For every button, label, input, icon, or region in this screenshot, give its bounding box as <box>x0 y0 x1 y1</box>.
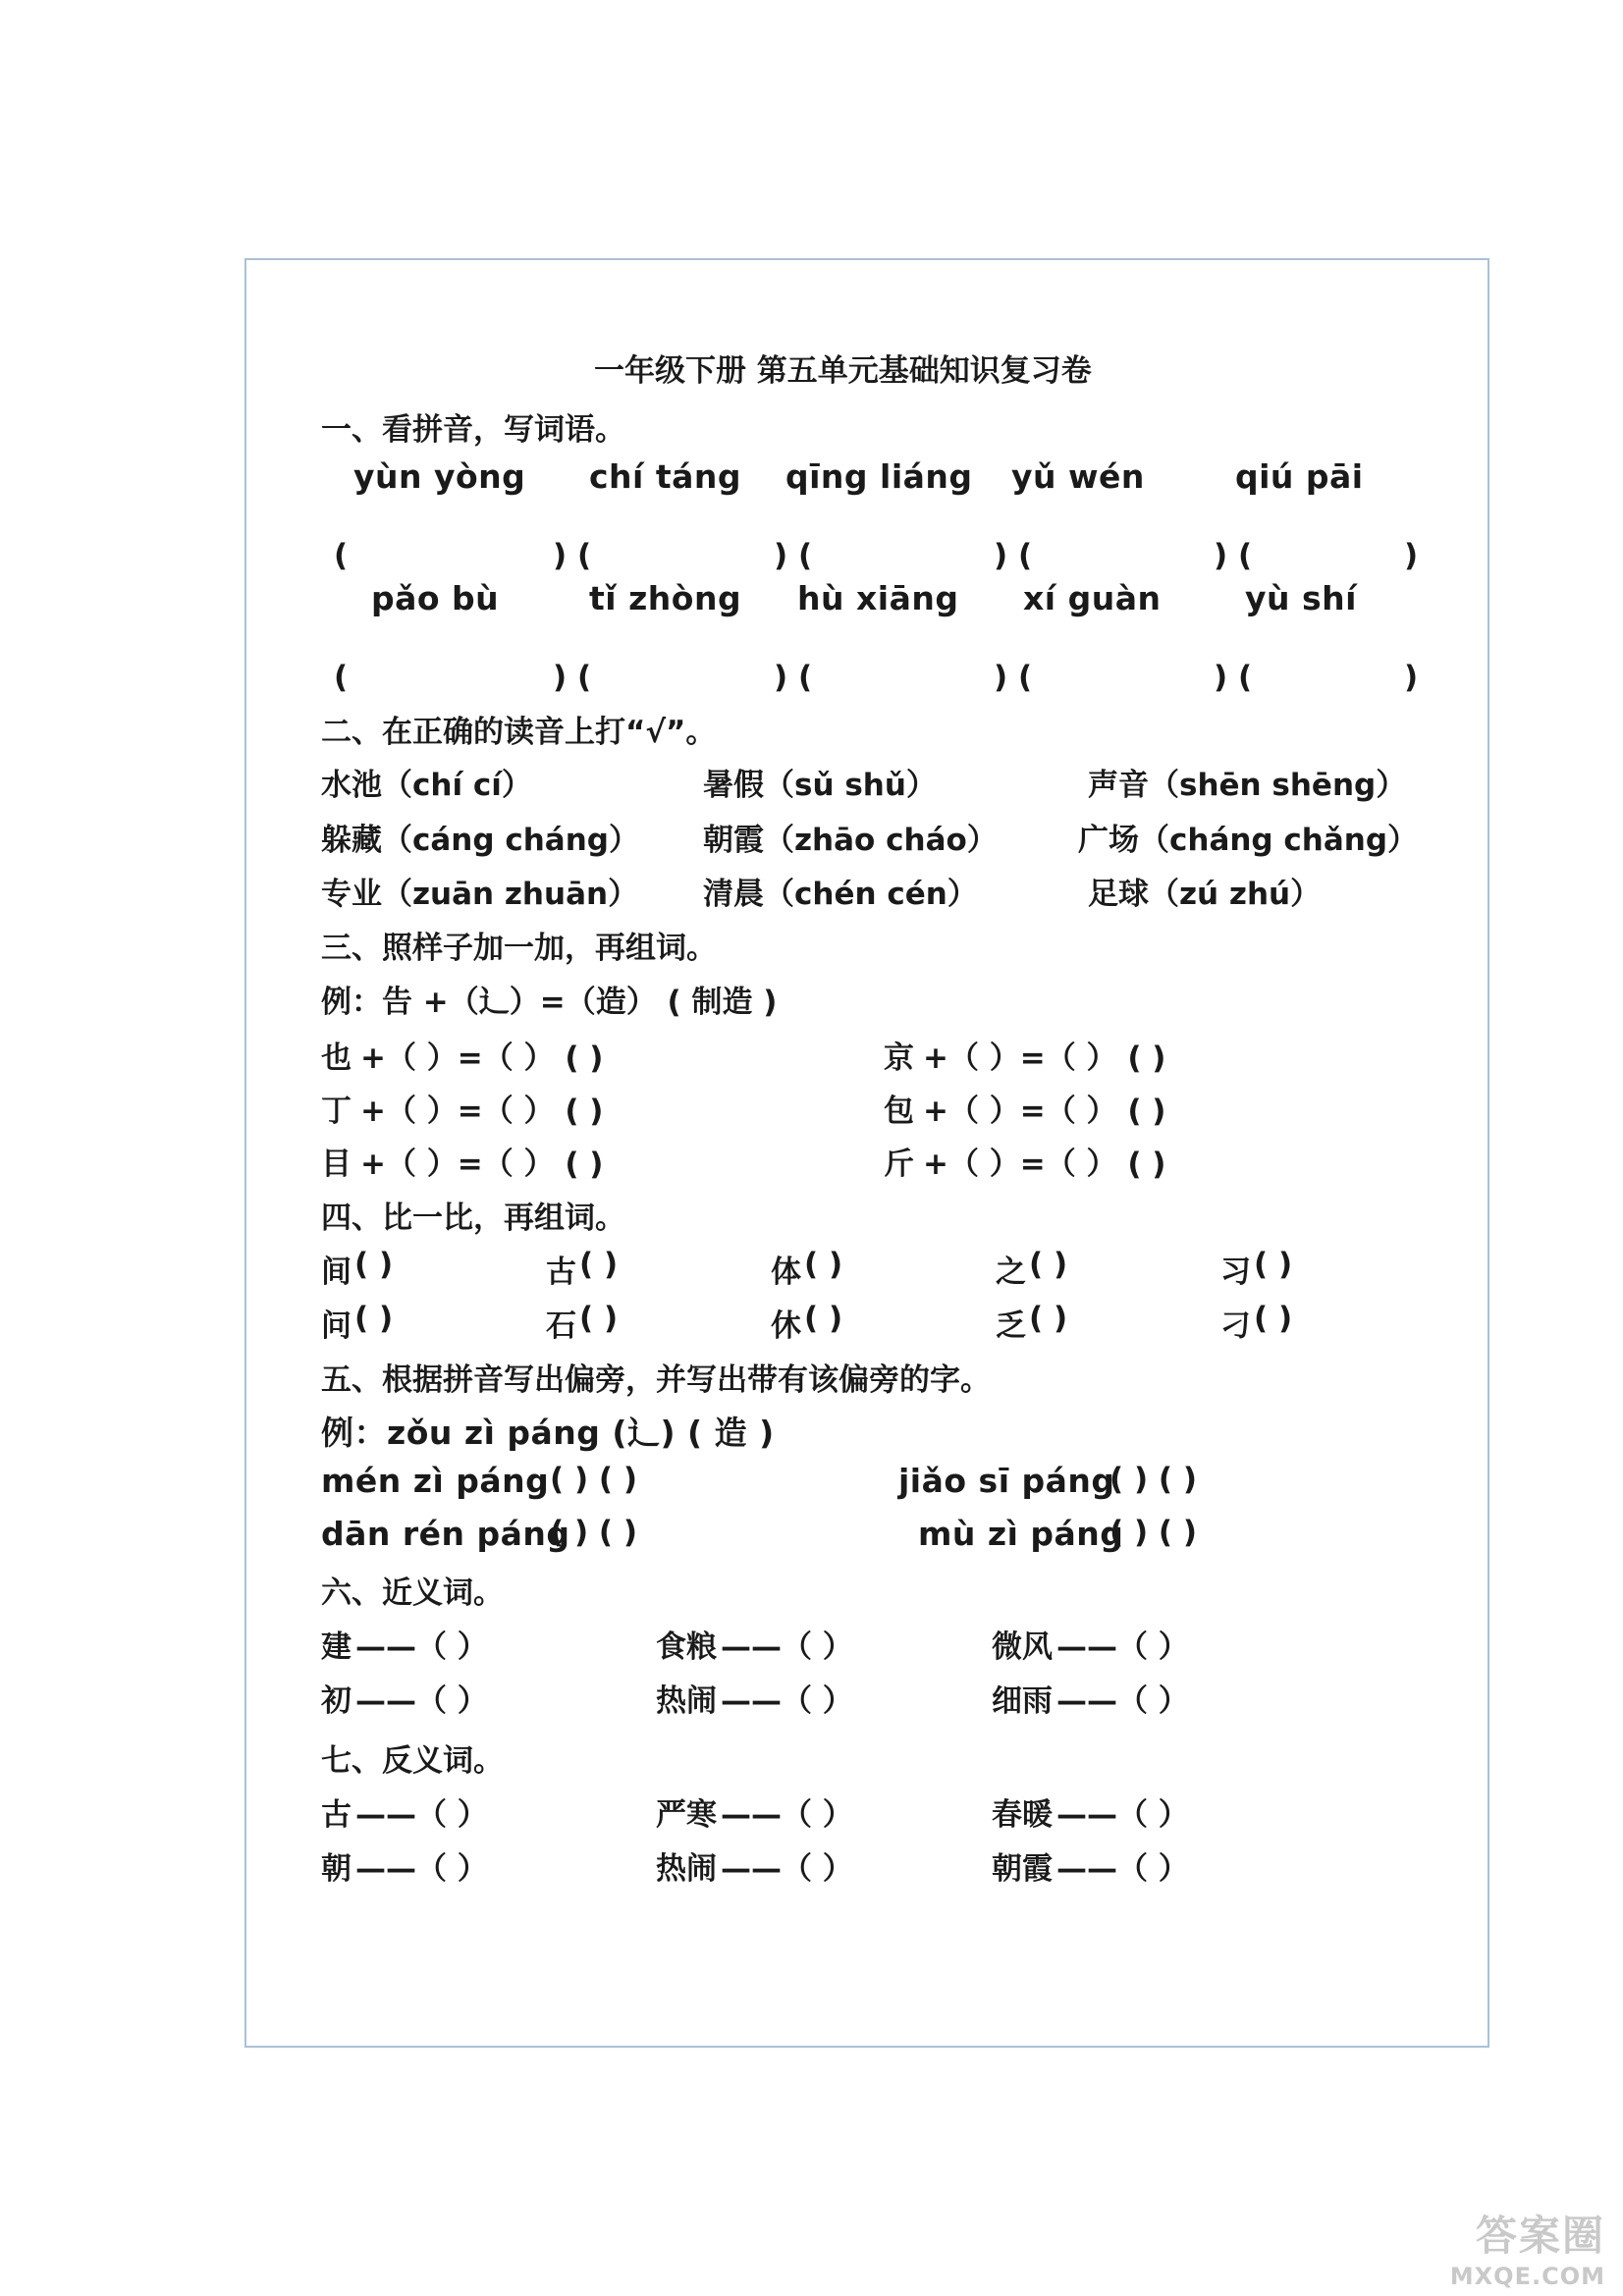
blank-parens: +（ ）=（ ） ( ) <box>360 1041 604 1076</box>
answer-paren: ) <box>1404 538 1419 573</box>
compare-character: 习 <box>1220 1255 1251 1290</box>
blank-parens: ( ) <box>354 1301 394 1336</box>
dash-blank: ——（ ） <box>721 1683 853 1719</box>
reading-choice: 躲藏（cáng cháng） <box>321 823 639 858</box>
dash-blank: ——（ ） <box>1056 1629 1189 1665</box>
dash-blank: ——（ ） <box>355 1797 488 1833</box>
pinyin-item: yù shí <box>1245 579 1357 617</box>
section-4-heading: 四、比一比，再组词。 <box>321 1201 625 1236</box>
blank-parens: ( ) <box>579 1301 619 1336</box>
radical-pinyin: mén zì páng <box>321 1462 550 1500</box>
dash-blank: ——（ ） <box>355 1683 488 1719</box>
compare-character: 休 <box>771 1308 801 1344</box>
word: 热闹 <box>656 1683 717 1719</box>
dash-blank: ——（ ） <box>1056 1683 1189 1719</box>
reading-choice: 声音（shēn shēng） <box>1088 768 1407 803</box>
dash-blank: ——（ ） <box>721 1851 853 1887</box>
answer-paren: ) ( <box>1214 660 1253 695</box>
compare-character: 石 <box>546 1308 576 1344</box>
reading-choice: 广场（cháng chǎng） <box>1078 823 1419 858</box>
reading-choice: 足球（zú zhú） <box>1088 877 1322 912</box>
blank-parens: ( ) ( ) <box>550 1462 638 1497</box>
radical-pinyin: jiǎo sī páng <box>898 1462 1115 1500</box>
blank-parens: +（ ）=（ ） ( ) <box>360 1147 604 1182</box>
answer-paren: ) ( <box>553 660 592 695</box>
blank-parens: +（ ）=（ ） ( ) <box>923 1041 1166 1076</box>
word: 热闹 <box>656 1851 717 1887</box>
reading-choice: 专业（zuān zhuān） <box>321 877 639 912</box>
section-2-heading: 二、在正确的读音上打“√”。 <box>321 715 717 750</box>
reading-choice: 水池（chí cí） <box>321 768 532 803</box>
blank-parens: +（ ）=（ ） ( ) <box>923 1147 1166 1182</box>
pinyin-item: hù xiāng <box>797 579 959 617</box>
compare-character: 之 <box>996 1255 1026 1290</box>
word: 朝 <box>321 1851 352 1887</box>
dash-blank: ——（ ） <box>355 1851 488 1887</box>
reading-choice: 朝霞（zhāo cháo） <box>703 823 998 858</box>
answer-paren: ) ( <box>994 538 1033 573</box>
word: 春暖 <box>992 1797 1053 1833</box>
section-3-heading: 三、照样子加一加，再组词。 <box>321 931 717 966</box>
blank-parens: ( ) <box>579 1247 619 1282</box>
answer-paren: ( <box>334 538 349 573</box>
pinyin-item: tǐ zhòng <box>589 579 742 617</box>
answer-paren: ) ( <box>553 538 592 573</box>
pinyin-item: qiú pāi <box>1235 457 1364 496</box>
base-character: 也 <box>321 1041 352 1076</box>
compare-character: 古 <box>546 1255 576 1290</box>
radical-pinyin: mù zì páng <box>918 1515 1124 1553</box>
base-character: 丁 <box>321 1094 352 1129</box>
blank-parens: ( ) ( ) <box>550 1515 638 1550</box>
section-5-heading: 五、根据拼音写出偏旁，并写出带有该偏旁的字。 <box>321 1362 991 1398</box>
pinyin-item: qīng liáng <box>785 457 973 496</box>
base-character: 京 <box>884 1041 914 1076</box>
page-title: 一年级下册 第五单元基础知识复习卷 <box>594 353 1092 389</box>
compare-character: 乏 <box>996 1308 1026 1344</box>
word: 食粮 <box>656 1629 717 1665</box>
section-1-heading: 一、看拼音，写词语。 <box>321 412 625 448</box>
pinyin-item: yùn yòng <box>353 457 526 496</box>
watermark-url: MXQE.COM <box>1449 2263 1605 2290</box>
blank-parens: ( ) ( ) <box>1109 1462 1198 1497</box>
blank-parens: ( ) <box>804 1247 843 1282</box>
word: 严寒 <box>656 1797 717 1833</box>
dash-blank: ——（ ） <box>1056 1797 1189 1833</box>
blank-parens: +（ ）=（ ） ( ) <box>923 1094 1166 1129</box>
word: 朝霞 <box>992 1851 1053 1887</box>
radical-pinyin: dān rén páng <box>321 1515 570 1553</box>
answer-paren: ( <box>334 660 349 695</box>
blank-parens: +（ ）=（ ） ( ) <box>360 1094 604 1129</box>
dash-blank: ——（ ） <box>1056 1851 1189 1887</box>
word: 微风 <box>992 1629 1053 1665</box>
answer-paren: ) ( <box>1214 538 1253 573</box>
watermark-logo: 答案圈 <box>1475 2212 1605 2260</box>
pinyin-item: chí táng <box>589 457 742 496</box>
blank-parens: ( ) <box>804 1301 843 1336</box>
section-3-example: 例：告 +（辶）=（造） ( 制造 ) <box>321 985 778 1020</box>
section-6-heading: 六、近义词。 <box>321 1575 504 1611</box>
reading-choice: 清晨（chén cén） <box>703 877 978 912</box>
section-7-heading: 七、反义词。 <box>321 1743 504 1779</box>
word: 细雨 <box>992 1683 1053 1719</box>
section-5-example: 例：zǒu zì páng (辶) ( 造 ) <box>321 1414 775 1452</box>
pinyin-item: pǎo bù <box>371 579 500 617</box>
watermark <box>1450 2204 1605 2290</box>
answer-paren: ) <box>1404 660 1419 695</box>
word: 建 <box>321 1629 352 1665</box>
blank-parens: ( ) ( ) <box>1109 1515 1198 1550</box>
base-character: 斤 <box>884 1147 914 1182</box>
blank-parens: ( ) <box>1254 1301 1293 1336</box>
pinyin-item: yǔ wén <box>1011 457 1145 496</box>
blank-parens: ( ) <box>1029 1247 1068 1282</box>
blank-parens: ( ) <box>354 1247 394 1282</box>
answer-paren: ) ( <box>774 538 813 573</box>
answer-paren: ) ( <box>994 660 1033 695</box>
word: 古 <box>321 1797 352 1833</box>
reading-choice: 暑假（sǔ shǔ） <box>703 768 937 803</box>
word: 初 <box>321 1683 352 1719</box>
compare-character: 间 <box>321 1255 352 1290</box>
pinyin-item: xí guàn <box>1023 579 1162 617</box>
compare-character: 刁 <box>1220 1308 1251 1344</box>
dash-blank: ——（ ） <box>355 1629 488 1665</box>
answer-paren: ) ( <box>774 660 813 695</box>
base-character: 目 <box>321 1147 352 1182</box>
blank-parens: ( ) <box>1029 1301 1068 1336</box>
dash-blank: ——（ ） <box>721 1797 853 1833</box>
compare-character: 问 <box>321 1308 352 1344</box>
compare-character: 体 <box>771 1255 801 1290</box>
blank-parens: ( ) <box>1254 1247 1293 1282</box>
dash-blank: ——（ ） <box>721 1629 853 1665</box>
base-character: 包 <box>884 1094 914 1129</box>
